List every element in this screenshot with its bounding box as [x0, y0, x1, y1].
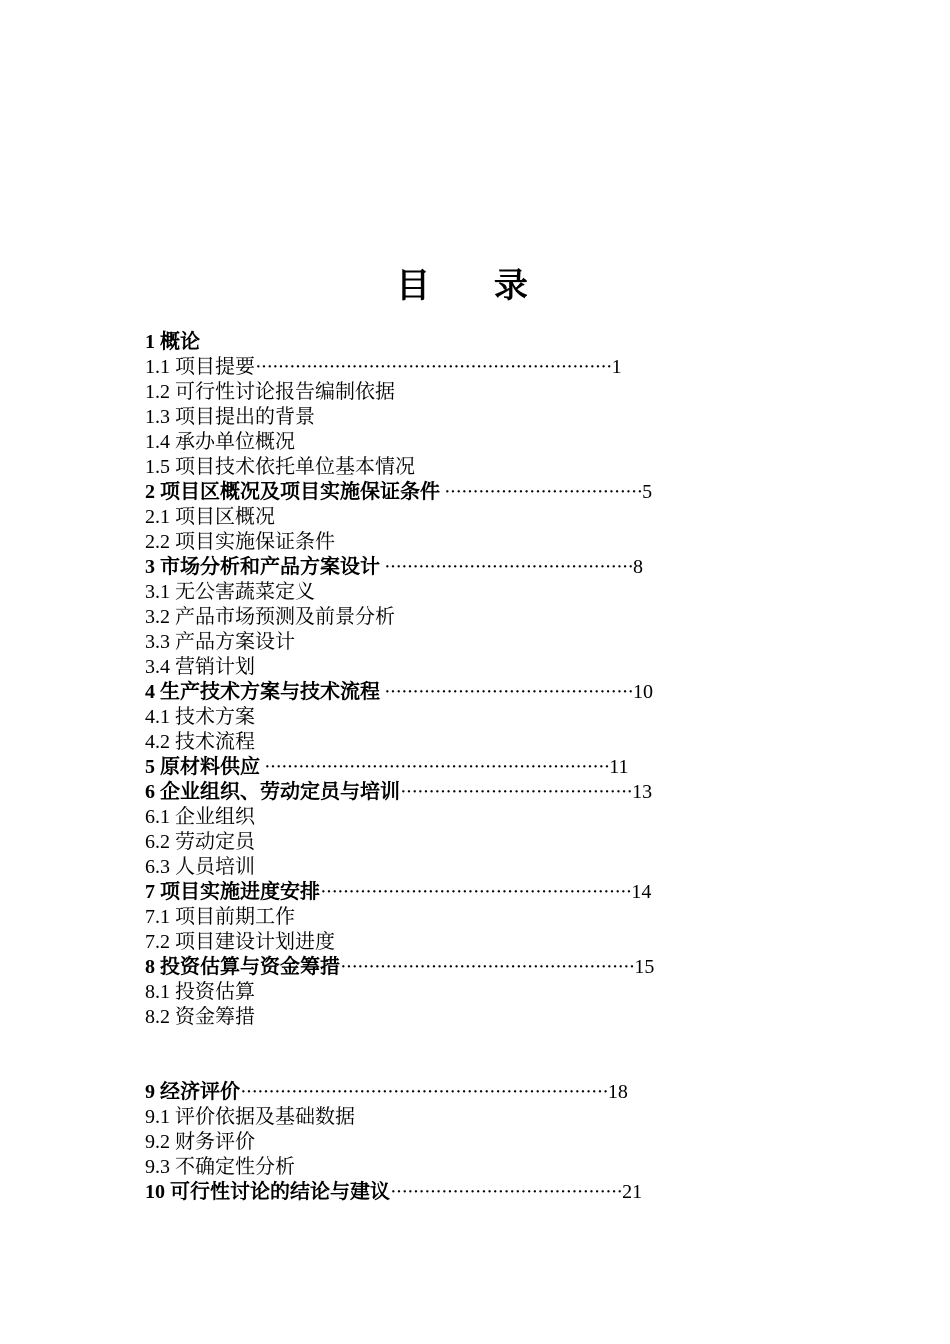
toc-chapter-entry[interactable]: [145, 755, 805, 780]
toc-section-entry[interactable]: [145, 605, 805, 630]
toc-entry-label: 6.2 劳动定员: [145, 831, 255, 853]
toc-section-entry[interactable]: [145, 830, 805, 855]
toc-entry-label: 7 项目实施进度安排: [145, 881, 320, 903]
toc-chapter-entry[interactable]: [145, 955, 805, 980]
toc-section-entry[interactable]: [145, 930, 805, 955]
toc-entry-label: 6.1 企业组织: [145, 806, 255, 828]
toc-entry-label: 7.1 项目前期工作: [145, 906, 295, 928]
table-of-contents: [145, 330, 805, 1205]
toc-dot-leader: ············································: [380, 681, 634, 703]
toc-page-number: 11: [609, 756, 629, 778]
toc-chapter-entry[interactable]: [145, 330, 805, 355]
toc-page-number: 14: [631, 881, 652, 903]
toc-entry-label: 1 概论: [145, 331, 200, 353]
toc-entry-label: 8 投资估算与资金筹措: [145, 956, 340, 978]
toc-spacer: [145, 1030, 805, 1080]
toc-entry-label: 7.2 项目建设计划进度: [145, 931, 335, 953]
toc-dot-leader: ····················································: [340, 956, 635, 978]
toc-dot-leader: ·········································: [390, 1181, 623, 1203]
toc-section-entry[interactable]: [145, 405, 805, 430]
toc-dot-leader: ·········································: [400, 781, 633, 803]
toc-entry-label: 9.2 财务评价: [145, 1131, 255, 1153]
toc-entry-label: 9.1 评价依据及基础数据: [145, 1106, 355, 1128]
toc-dot-leader: ·······················································: [320, 881, 632, 903]
toc-dot-leader: ·····························································: [260, 756, 610, 778]
toc-section-entry[interactable]: [145, 905, 805, 930]
toc-chapter-entry[interactable]: [145, 1080, 805, 1105]
toc-section-entry[interactable]: [145, 1105, 805, 1130]
toc-chapter-entry[interactable]: [145, 555, 805, 580]
toc-section-entry[interactable]: [145, 705, 805, 730]
toc-section-entry[interactable]: [145, 1005, 805, 1030]
toc-chapter-entry[interactable]: [145, 480, 805, 505]
toc-entry-label: 2.2 项目实施保证条件: [145, 531, 335, 553]
toc-section-entry[interactable]: [145, 580, 805, 605]
toc-entry-label: 4.1 技术方案: [145, 706, 255, 728]
toc-section-entry[interactable]: [145, 430, 805, 455]
toc-page-number: 21: [622, 1181, 643, 1203]
toc-entry-label: 2 项目区概况及项目实施保证条件: [145, 481, 440, 503]
toc-chapter-entry[interactable]: [145, 680, 805, 705]
toc-entry-label: 1.4 承办单位概况: [145, 431, 295, 453]
toc-entry-label: 3.4 营销计划: [145, 656, 255, 678]
toc-entry-label: 1.1 项目提要: [145, 356, 255, 378]
toc-section-entry[interactable]: [145, 1155, 805, 1180]
toc-dot-leader: ···································: [440, 481, 643, 503]
toc-entry-label: 3.3 产品方案设计: [145, 631, 295, 653]
toc-section-entry[interactable]: [145, 530, 805, 555]
toc-page-number: 18: [607, 1081, 628, 1103]
toc-page-number: 10: [633, 681, 654, 703]
toc-entry-label: 4.2 技术流程: [145, 731, 255, 753]
toc-entry-label: 9.3 不确定性分析: [145, 1156, 295, 1178]
toc-chapter-entry[interactable]: [145, 1180, 805, 1205]
toc-section-entry[interactable]: [145, 355, 805, 380]
toc-section-entry[interactable]: [145, 1130, 805, 1155]
toc-entry-label: 9 经济评价: [145, 1081, 240, 1103]
toc-page-number: 15: [634, 956, 655, 978]
toc-page-number: 8: [633, 556, 644, 578]
toc-section-entry[interactable]: [145, 380, 805, 405]
toc-entry-label: 2.1 项目区概况: [145, 506, 275, 528]
toc-entry-label: 3.2 产品市场预测及前景分析: [145, 606, 395, 628]
toc-entry-label: 3 市场分析和产品方案设计: [145, 556, 380, 578]
toc-entry-label: 1.5 项目技术依托单位基本情况: [145, 456, 415, 478]
toc-dot-leader: ·······························································: [255, 356, 612, 378]
toc-entry-label: 8.1 投资估算: [145, 981, 255, 1003]
toc-entry-label: 5 原材料供应: [145, 756, 260, 778]
toc-page-number: 13: [632, 781, 653, 803]
toc-section-entry[interactable]: [145, 855, 805, 880]
toc-page-number: 5: [642, 481, 653, 503]
toc-dot-leader: ·································································: [240, 1081, 608, 1103]
toc-section-entry[interactable]: [145, 455, 805, 480]
toc-entry-label: 4 生产技术方案与技术流程: [145, 681, 380, 703]
toc-entry-label: 8.2 资金筹措: [145, 1006, 255, 1028]
toc-section-entry[interactable]: [145, 980, 805, 1005]
toc-section-entry[interactable]: [145, 630, 805, 655]
toc-section-entry[interactable]: [145, 655, 805, 680]
toc-chapter-entry[interactable]: [145, 780, 805, 805]
toc-entry-label: 3.1 无公害蔬菜定义: [145, 581, 315, 603]
toc-chapter-entry[interactable]: [145, 880, 805, 905]
toc-entry-label: 6 企业组织、劳动定员与培训: [145, 781, 400, 803]
toc-page-number: 1: [611, 356, 622, 378]
toc-section-entry[interactable]: [145, 505, 805, 530]
toc-entry-label: 1.3 项目提出的背景: [145, 406, 315, 428]
toc-dot-leader: ············································: [380, 556, 634, 578]
toc-entry-label: 10 可行性讨论的结论与建议: [145, 1181, 390, 1203]
page-title: 目 录: [396, 266, 554, 306]
toc-entry-label: 1.2 可行性讨论报告编制依据: [145, 381, 395, 403]
toc-entry-label: 6.3 人员培训: [145, 856, 255, 878]
toc-section-entry[interactable]: [145, 805, 805, 830]
toc-section-entry[interactable]: [145, 730, 805, 755]
